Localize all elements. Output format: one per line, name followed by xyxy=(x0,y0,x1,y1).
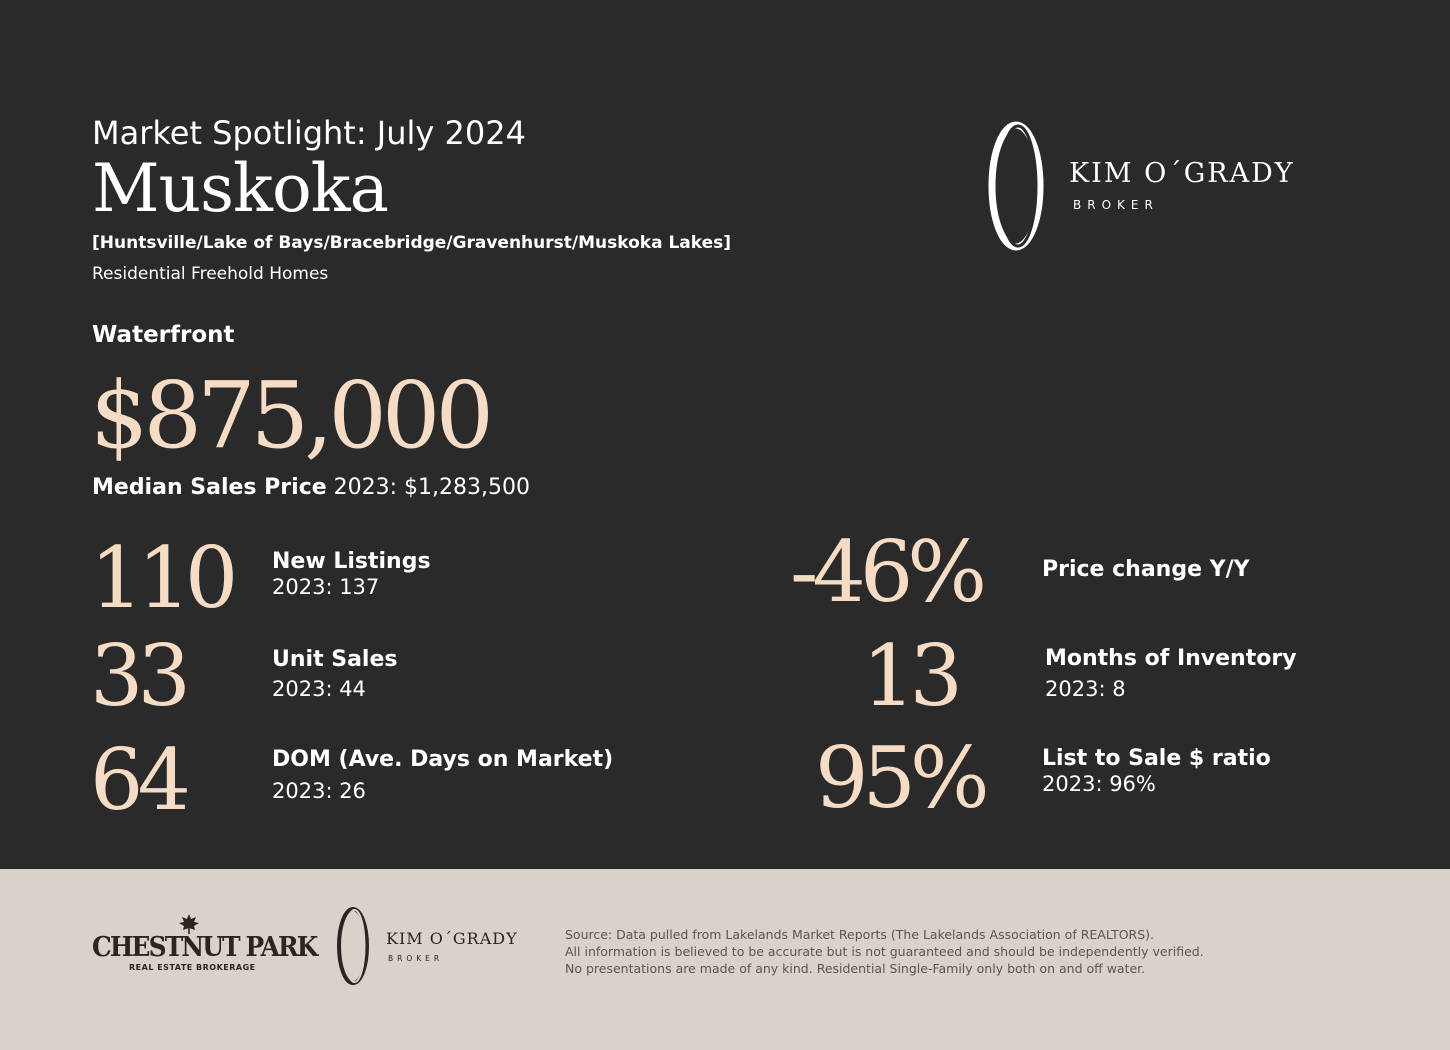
new-listings-label: New Listings xyxy=(272,549,431,574)
list-sale-ratio-previous: 2023: 96% xyxy=(1042,772,1156,796)
brand-logo xyxy=(985,118,1305,258)
disclaimer-line: All information is believed to be accurate but is not guaranteed and should be independently verified. xyxy=(565,944,1204,959)
unit-sales-previous: 2023: 44 xyxy=(272,677,366,701)
median-price-label: Median Sales Price xyxy=(92,475,327,500)
chestnut-park-logo xyxy=(92,910,317,980)
list-sale-ratio-label: List to Sale $ ratio xyxy=(1042,746,1271,771)
brokerage-subtitle: REAL ESTATE BROKERAGE xyxy=(129,963,256,972)
median-price-previous: 2023: $1,283,500 xyxy=(333,475,531,500)
disclaimer xyxy=(565,926,1204,977)
unit-sales-label: Unit Sales xyxy=(272,647,398,672)
dom-previous: 2023: 26 xyxy=(272,779,366,803)
median-price-row xyxy=(92,475,530,500)
new-listings-previous: 2023: 137 xyxy=(272,575,380,599)
months-inventory-previous: 2023: 8 xyxy=(1045,677,1126,701)
disclaimer-line: Source: Data pulled from Lakelands Market Reports (The Lakelands Association of REALTORS). xyxy=(565,927,1155,942)
brand-name: KIM O´GRADY xyxy=(1069,158,1295,189)
months-inventory-label: Months of Inventory xyxy=(1045,646,1297,671)
o-monogram-icon xyxy=(985,118,1051,254)
dom-label: DOM (Ave. Days on Market) xyxy=(272,747,614,772)
segment-label: Waterfront xyxy=(92,322,235,348)
price-change-value: -46% xyxy=(790,523,982,621)
footer-brand-name: KIM O´GRADY xyxy=(386,929,518,948)
o-monogram-small-icon xyxy=(335,905,373,987)
unit-sales-value: 33 xyxy=(90,627,185,725)
footer-brand-logo xyxy=(335,905,525,989)
new-listings-value: 110 xyxy=(90,529,233,627)
region-title: Muskoka xyxy=(92,150,389,227)
property-type: Residential Freehold Homes xyxy=(92,264,329,284)
disclaimer-line: No presentations are made of any kind. Residential Single-Family only both on and off water. xyxy=(565,961,1146,976)
dom-value: 64 xyxy=(90,731,185,829)
spotlight-title: Market Spotlight: July 2024 xyxy=(92,114,526,152)
price-change-label: Price change Y/Y xyxy=(1042,557,1250,582)
median-price-value: $875,000 xyxy=(90,362,489,469)
list-sale-ratio-value: 95% xyxy=(815,729,984,827)
brokerage-name: CHESTNUT PARK xyxy=(92,932,317,963)
brand-title: BROKER xyxy=(1073,198,1159,212)
footer-brand-title: BROKER xyxy=(388,954,444,963)
towns-list: [Huntsville/Lake of Bays/Bracebridge/Gravenhurst/Muskoka Lakes] xyxy=(92,233,732,253)
months-inventory-value: 13 xyxy=(862,627,957,725)
